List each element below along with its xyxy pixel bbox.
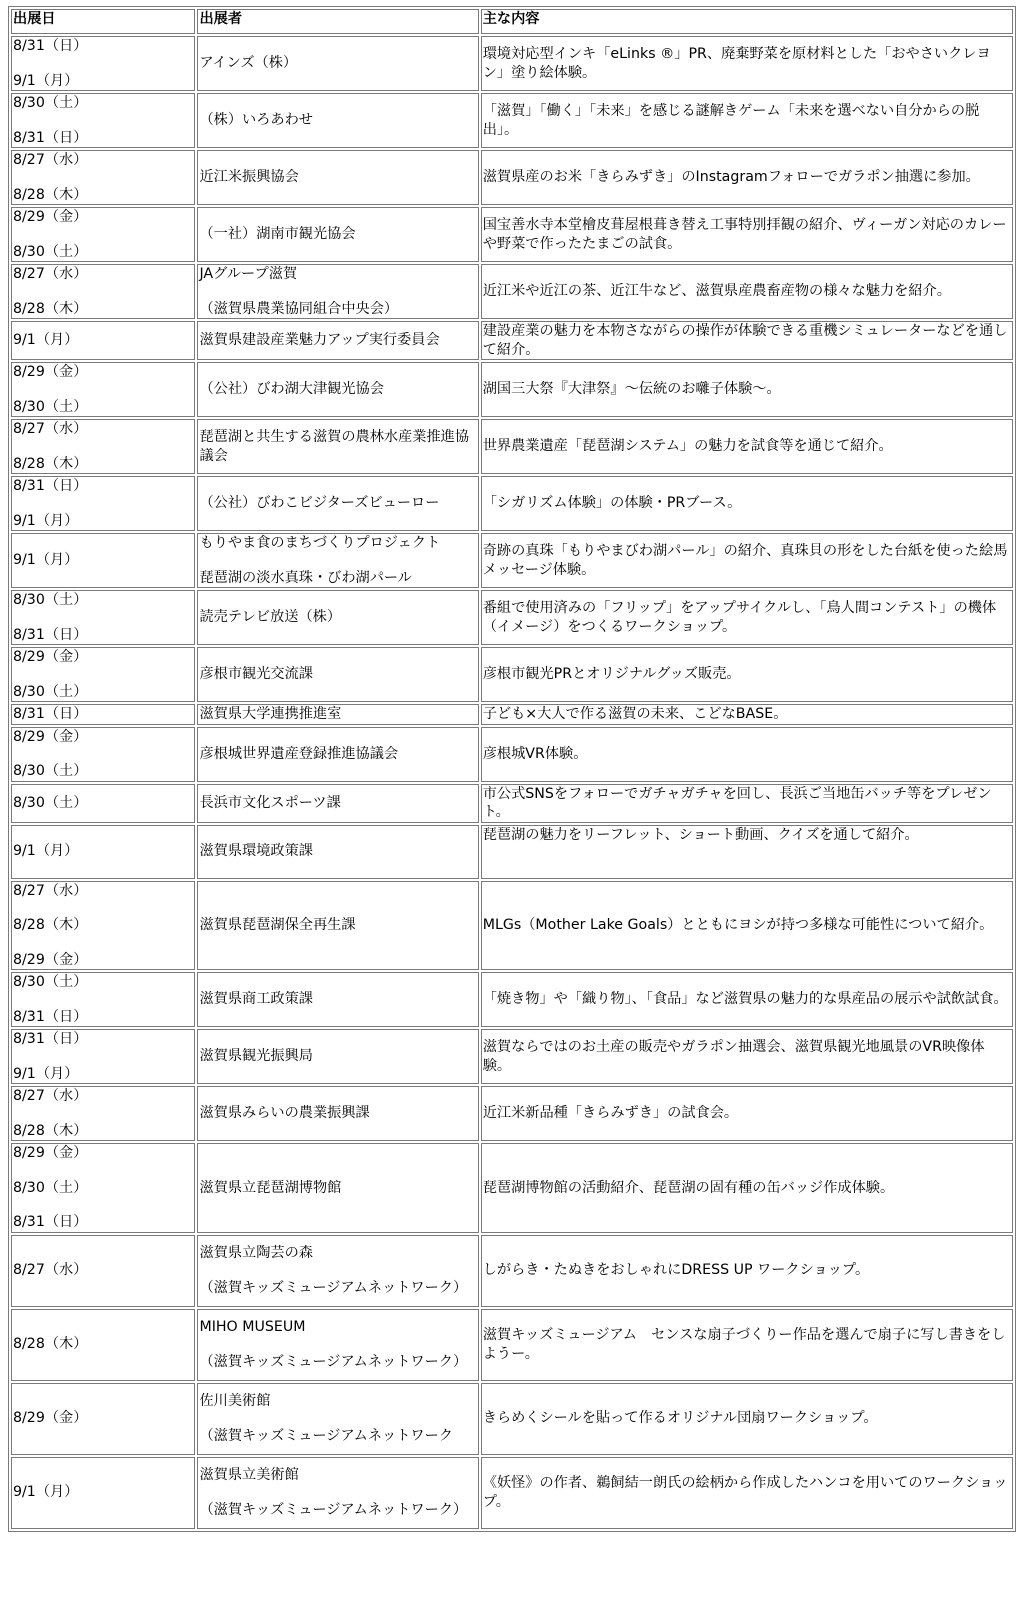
cell-date [11,533,195,588]
cell-date [11,647,195,702]
exhibitor-line: 滋賀県立琵琶湖博物館 [199,1179,342,1196]
cell-content: 琵琶湖の魅力をリーフレット、ショート動画、クイズを通して紹介。 [481,825,1013,879]
exhibitor-line: （滋賀県農業協同組合中央会） [199,300,399,317]
cell-date [11,881,195,971]
line-spacer [13,113,193,129]
table-row [11,1086,1013,1141]
exhibitor-line: 彦根城世界遺産登録推進協議会 [199,745,399,762]
line-spacer [13,170,193,186]
line-spacer [13,227,193,243]
cell-content: きらめくシールを貼って作るオリジナル団扇ワークショップ。 [481,1383,1013,1455]
date-line: 8/31（日） [13,706,88,722]
cell-content: 滋賀キッズミュージアム センスな扇子づくりー作品を選んで扇子に写し書きをしようー。 [481,1309,1013,1381]
date-line: 8/28（木） [13,917,88,933]
cell-exhibitor [197,972,478,1027]
cell-exhibitor [197,1086,478,1141]
exhibitor-line: もりやま食のまちづくりプロジェクト [199,535,441,551]
cell-date [11,207,195,262]
exhibitor-line: 近江米振興協会 [199,169,299,186]
date-line: 8/27（水） [13,882,88,899]
cell-exhibitor [197,207,478,262]
cell-exhibitor [197,784,478,823]
line-spacer [13,284,193,300]
date-line: 8/30（土） [13,95,88,111]
exhibitor-line: 滋賀県立陶芸の森 [199,1245,313,1261]
line-spacer [13,992,193,1008]
line-spacer [199,284,476,300]
table-row [11,207,1013,262]
date-line: 8/29（金） [13,1410,88,1427]
table-row [11,590,1013,645]
line-spacer [13,439,193,455]
cell-content: 滋賀ならではのお土産の販売やガラポン抽選会、滋賀県観光地風景のVR映像体験。 [481,1029,1013,1084]
date-line: 8/27（水） [13,266,88,282]
exhibitor-line: 彦根市観光交流課 [199,666,313,683]
exhibitor-line: 滋賀県商工政策課 [199,991,313,1008]
table-row [11,36,1013,91]
line-spacer [199,553,476,569]
cell-content: 番組で使用済みの「フリップ」をアップサイクルし、「鳥人間コンテスト」の機体（イメージ）をつくるワークショップ。 [481,590,1013,645]
date-line: 8/30（土） [13,243,88,260]
exhibitor-line: 滋賀県立美術館 [199,1467,299,1483]
cell-exhibitor [197,36,478,91]
exhibitor-line: 佐川美術館 [199,1393,271,1409]
exhibitor-line: 滋賀県琵琶湖保全再生課 [199,917,356,933]
cell-date [11,972,195,1027]
header-date: 出展日 [11,9,195,34]
line-spacer [13,56,193,72]
cell-content: 「焼き物」や「織り物」、「食品」など滋賀県の魅力的な県産品の展示や試飲試食。 [481,972,1013,1027]
date-line: 8/27（水） [13,1262,88,1279]
cell-exhibitor [197,1143,478,1233]
cell-exhibitor [197,419,478,474]
table-row [11,647,1013,702]
cell-content: 近江米新品種「きらみずき」の試食会。 [481,1086,1013,1141]
exhibitor-line: JAグループ滋賀 [199,266,298,282]
table-row [11,704,1013,725]
date-line: 8/31（日） [13,478,88,494]
cell-content: 彦根城VR体験。 [481,727,1013,782]
exhibitor-line: MIHO MUSEUM [199,1319,306,1335]
date-line: 8/31（日） [13,1214,88,1230]
line-spacer [199,1485,476,1501]
date-line: 8/27（水） [13,421,88,437]
date-line: 8/28（木） [13,455,88,472]
line-spacer [13,610,193,626]
cell-content: 湖国三大祭『大津祭』〜伝統のお囃子体験〜。 [481,362,1013,417]
cell-content: 子ども×大人で作る滋賀の未来、こどなBASE。 [481,704,1013,725]
cell-exhibitor [197,590,478,645]
cell-date [11,1383,195,1455]
exhibitor-line: 長浜市文化スポーツ課 [199,794,341,811]
header-exhibitor: 出展者 [197,9,478,34]
cell-content: 「滋賀」「働く」「未来」を感じる謎解きゲーム「未来を選べない自分からの脱出」。 [481,93,1013,148]
line-spacer [13,382,193,398]
cell-exhibitor [197,93,478,148]
cell-exhibitor [197,881,478,971]
date-line: 9/1（月） [13,843,79,860]
table-row [11,419,1013,474]
date-line: 8/28（木） [13,300,88,317]
line-spacer [13,496,193,512]
exhibitor-line: 滋賀県建設産業魅力アップ実行委員会 [199,332,440,349]
line-spacer [13,1163,193,1179]
table-row [11,93,1013,148]
date-line: 8/28（木） [13,186,88,203]
date-line: 8/29（金） [13,728,88,745]
exhibitor-line: （滋賀キッズミュージアムネットワーク） [199,1501,468,1518]
cell-date [11,784,195,823]
exhibitor-line: （公社）びわ湖大津観光協会 [199,381,384,398]
exhibitor-line: 滋賀県大学連携推進室 [199,706,342,722]
cell-date [11,419,195,474]
date-line: 8/31（日） [13,626,88,643]
table-row [11,1029,1013,1084]
cell-content: 建設産業の魅力を本物さながらの操作が体験できる重機シミュレーターなどを通して紹介。 [481,321,1013,360]
line-spacer [199,1411,476,1427]
cell-date [11,362,195,417]
table-row [11,264,1013,319]
cell-content: 近江米や近江の茶、近江牛など、滋賀県産農畜産物の様々な魅力を紹介。 [481,264,1013,319]
cell-date [11,590,195,645]
date-line: 8/30（土） [13,592,88,608]
date-line: 8/28（木） [13,1122,88,1139]
table-row [11,362,1013,417]
cell-date [11,36,195,91]
cell-exhibitor [197,533,478,588]
cell-content: 奇跡の真珠「もりやまびわ湖パール」の紹介、真珠貝の形をした台紙を使った絵馬メッセージ体験。 [481,533,1013,588]
cell-exhibitor [197,1457,478,1529]
cell-content: 世界農業遺産「琵琶湖システム」の魅力を試食等を通じて紹介。 [481,419,1013,474]
exhibitor-line: 読売テレビ放送（株） [199,609,342,626]
cell-date [11,264,195,319]
line-spacer [199,1337,476,1353]
cell-content: 「シガリズム体験」の体験・PRブース。 [481,476,1013,531]
date-line: 9/1（月） [13,512,79,529]
cell-content: 市公式SNSをフォローでガチャガチャを回し、長浜ご当地缶バッチ等をプレゼント。 [481,784,1013,823]
date-line: 8/29（金） [13,1145,88,1161]
exhibitor-table [8,6,1016,1532]
exhibitor-line: 滋賀県観光振興局 [199,1048,313,1065]
exhibitor-line: アインズ（株） [199,55,298,72]
exhibitor-line: （公社）びわこビジターズビューロー [199,495,440,512]
table-row [11,784,1013,823]
date-line: 8/31（日） [13,38,88,54]
cell-exhibitor [197,1383,478,1455]
date-line: 8/29（金） [13,209,88,225]
table-row [11,727,1013,782]
cell-date [11,1143,195,1233]
date-line: 8/30（土） [13,1179,88,1196]
cell-exhibitor [197,264,478,319]
cell-exhibitor [197,150,478,205]
table-header-row [11,9,1013,34]
cell-content: 環境対応型インキ「eLinks ®」PR、廃棄野菜を原材料とした「おやさいクレヨン」塗り絵体験。 [481,36,1013,91]
date-line: 9/1（月） [13,72,79,89]
table-row [11,1143,1013,1233]
date-line: 9/1（月） [13,1484,79,1501]
table-row [11,1309,1013,1381]
cell-exhibitor [197,1309,478,1381]
cell-date [11,1086,195,1141]
cell-date [11,727,195,782]
line-spacer [13,1197,193,1213]
table-row [11,1383,1013,1455]
cell-date [11,825,195,879]
header-content: 主な内容 [481,9,1013,34]
exhibitor-line: 琵琶湖と共生する滋賀の農林水産業推進協議会 [199,429,470,464]
cell-exhibitor [197,1235,478,1307]
cell-date [11,1235,195,1307]
cell-exhibitor [197,825,478,879]
table-row [11,476,1013,531]
line-spacer [13,1049,193,1065]
table-body [11,36,1013,1529]
cell-content: 滋賀県産のお米「きらみずき」のInstagramフォローでガラポン抽選に参加。 [481,150,1013,205]
cell-date [11,150,195,205]
cell-content: 琵琶湖博物館の活動紹介、琵琶湖の固有種の缶バッジ作成体験。 [481,1143,1013,1233]
date-line: 8/27（水） [13,152,88,168]
cell-exhibitor [197,727,478,782]
cell-date [11,93,195,148]
cell-content: 国宝善水寺本堂檜皮葺屋根葺き替え工事特別拝観の紹介、ヴィーガン対応のカレーや野菜で作ったたまごの試食。 [481,207,1013,262]
exhibitor-line: 滋賀県環境政策課 [199,843,313,860]
table-row [11,1235,1013,1307]
cell-content: MLGs（Mother Lake Goals）とともにヨシが持つ多様な可能性について紹介。 [481,881,1013,971]
exhibitor-line: （滋賀キッズミュージアムネットワーク） [199,1353,468,1370]
table-row [11,533,1013,588]
cell-exhibitor [197,321,478,360]
date-line: 8/27（水） [13,1088,88,1104]
exhibitor-line: 琵琶湖の淡水真珠・びわ湖パール [199,569,412,586]
cell-exhibitor [197,704,478,725]
cell-date [11,1029,195,1084]
cell-date [11,1457,195,1529]
date-line: 8/30（土） [13,763,88,779]
table-row [11,150,1013,205]
table-row [11,1457,1013,1529]
cell-date [11,321,195,360]
cell-content: しがらき・たぬきをおしゃれにDRESS UP ワークショップ。 [481,1235,1013,1307]
date-line: 9/1（月） [13,552,79,569]
date-line: 9/1（月） [13,332,79,349]
cell-content: 《妖怪》の作者、鵜飼結一朗氏の絵柄から作成したハンコを用いてのワークショップ。 [481,1457,1013,1529]
cell-exhibitor [197,362,478,417]
exhibitor-line: 滋賀県みらいの農業振興課 [199,1105,370,1122]
date-line: 8/30（土） [13,794,88,811]
date-line: 8/29（金） [13,951,88,968]
table-row [11,881,1013,971]
date-line: 8/30（土） [13,398,88,415]
line-spacer [13,667,193,683]
line-spacer [13,746,193,762]
date-line: 8/31（日） [13,1031,88,1047]
table-row [11,972,1013,1027]
line-spacer [199,1263,476,1279]
date-line: 8/30（土） [13,974,88,990]
date-line: 8/30（土） [13,683,88,700]
cell-date [11,1309,195,1381]
cell-content: 彦根市観光PRとオリジナルグッズ販売。 [481,647,1013,702]
cell-date [11,704,195,725]
cell-date [11,476,195,531]
cell-exhibitor [197,1029,478,1084]
date-line: 8/31（日） [13,129,88,146]
exhibitor-line: （株）いろあわせ [199,112,313,129]
date-line: 8/31（日） [13,1008,88,1025]
date-line: 9/1（月） [13,1065,79,1082]
table-row [11,321,1013,360]
date-line: 8/29（金） [13,364,88,380]
date-line: 8/29（金） [13,649,88,665]
table-row [11,825,1013,879]
exhibitor-line: （滋賀キッズミュージアムネットワーク） [199,1279,468,1296]
exhibitor-line: （滋賀キッズミュージアムネットワーク [199,1427,453,1444]
cell-exhibitor [197,476,478,531]
line-spacer [13,900,193,916]
line-spacer [13,935,193,951]
line-spacer [13,1106,193,1122]
date-line: 8/28（木） [13,1336,88,1353]
cell-exhibitor [197,647,478,702]
exhibitor-line: （一社）湖南市観光協会 [199,226,356,243]
